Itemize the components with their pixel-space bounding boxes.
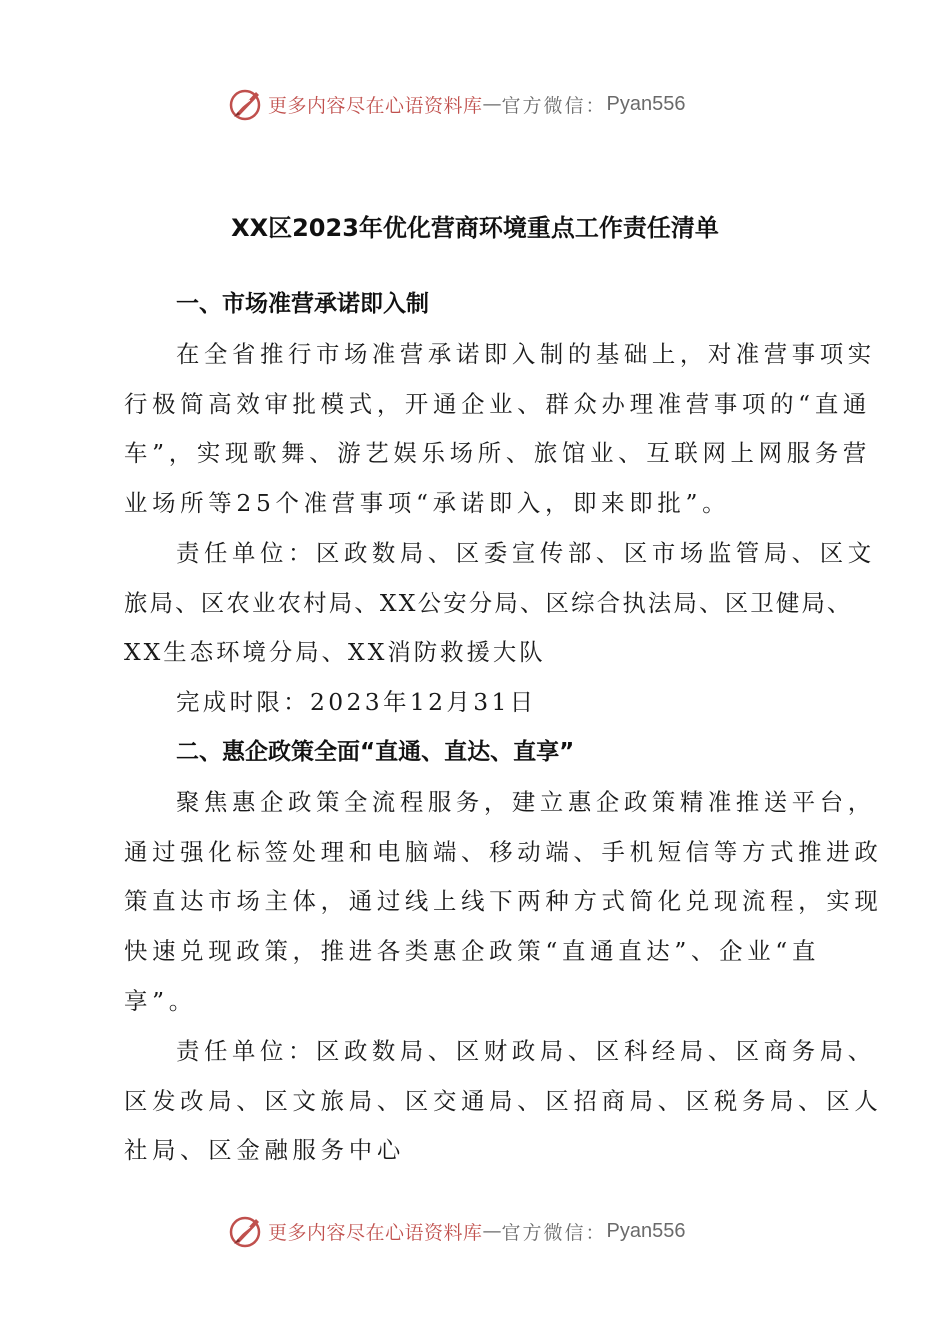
section1-body-line: 业场所等25个准营事项“承诺即入，即来即批”。 [124,489,731,517]
watermark-wechat-label: 官方微信： [501,94,607,117]
section1-deadline: 完成时限：2023年12月31日 [176,688,537,716]
watermark-wechat-id: Pyan556 [606,92,686,115]
watermark-separator: — [482,93,502,115]
section1-responsible-line: 旅局、区农业农村局、XX公安分局、区综合执法局、区卫健局、 [124,589,853,617]
section1-responsible-line: XX生态环境分局、XX消防救援大队 [124,638,546,666]
watermark-separator: — [482,1220,502,1242]
watermark-banner-bottom [228,1211,728,1251]
watermark-site-name: 更多内容尽在心语资料库 [268,1221,483,1244]
section2-body-line: 通过强化标签处理和电脑端、移动端、手机短信等方式推进政 [124,838,883,866]
section1-heading: 一、市场准营承诺即入制 [176,291,429,317]
section2-responsible-line: 社局、区金融服务中心 [124,1136,405,1164]
quill-logo-icon [228,1213,264,1249]
section2-body-line: 聚焦惠企政策全流程服务，建立惠企政策精准推送平台， [176,788,876,816]
section1-responsible-line: 责任单位：区政数局、区委宣传部、区市场监管局、区文 [176,539,876,567]
watermark-banner-top [228,84,728,124]
section1-body-line: 车”，实现歌舞、游艺娱乐场所、旅馆业、互联网上网服务营 [124,439,872,467]
document-title: XX区2023年优化营商环境重点工作责任清单 [231,214,719,242]
quill-logo-icon [228,86,264,122]
section1-body-line: 行极简高效审批模式，开通企业、群众办理准营事项的“直通 [124,390,872,418]
section1-body-line: 在全省推行市场准营承诺即入制的基础上，对准营事项实 [176,340,876,368]
watermark-wechat-id: Pyan556 [606,1219,686,1242]
watermark-wechat-label: 官方微信： [501,1221,607,1244]
section2-body-line: 快速兑现政策，推进各类惠企政策“直通直达”、企业“直 [124,937,821,965]
section2-body-line: 策直达市场主体，通过线上线下两种方式简化兑现流程，实现 [124,887,883,915]
watermark-site-name: 更多内容尽在心语资料库 [268,94,483,117]
section2-responsible-line: 责任单位：区政数局、区财政局、区科经局、区商务局、 [176,1037,876,1065]
section2-responsible-line: 区发改局、区文旅局、区交通局、区招商局、区税务局、区人 [124,1087,883,1115]
section2-body-line: 享”。 [124,987,197,1015]
section2-heading: 二、惠企政策全面“直通、直达、直享” [176,739,575,765]
